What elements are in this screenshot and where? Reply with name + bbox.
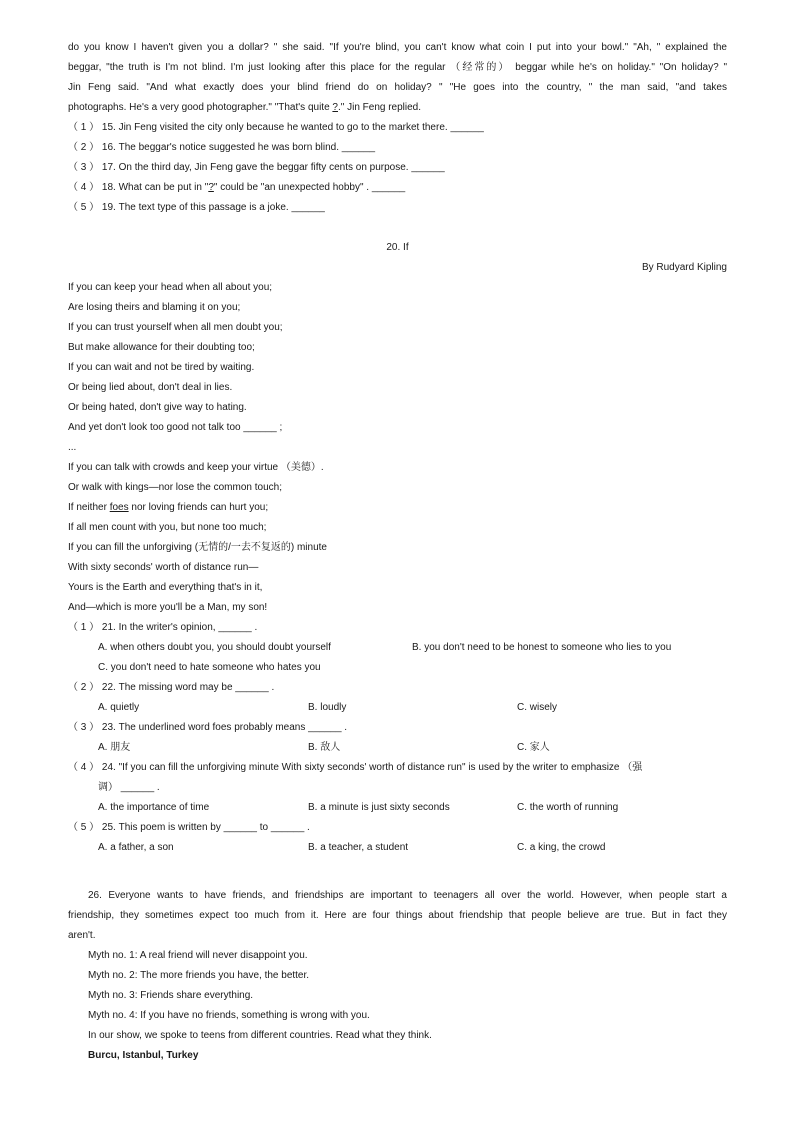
story-passage [68,38,727,118]
question-24-cont: 调） ______ . [98,782,160,793]
option-21-c[interactable]: C. you don't need to hate someone who hates you [98,662,321,673]
option-24-c[interactable]: C. the worth of running [517,802,619,813]
options-21 [68,638,727,658]
poem-line-foes: If neither foes nor loving friends can hurt you; [68,502,269,513]
question-15: （ 1 ） 15. Jin Feng visited the city only because he wanted to go to the market there. ______ [68,122,484,133]
question-19: （ 5 ） 19. The text type of this passage is a joke. ______ [68,202,325,213]
passage-line: aren't. [68,930,96,941]
story-line-last: photographs. He's a very good photographer." "That's quite ?." Jin Feng replied. [68,102,422,113]
option-23-b[interactable]: B. 敌人 [308,742,341,753]
question-24: （ 4 ） 24. "If you can fill the unforgiving minute With sixty seconds' worth of distance run" is used by the writer to emphasize （强 [68,762,643,773]
myth-3: Myth no. 3: Friends share everything. [88,990,254,1001]
option-21-b[interactable]: B. you don't need to be honest to someone who lies to you [412,642,672,653]
question-23: （ 3 ） 23. The underlined word foes probably means ______ . [68,722,348,733]
story-line: beggar, "the truth is I'm not blind. I'm just looking after this place for the regular （经常的） beggar while he's on holiday." "On holiday? " [68,62,727,73]
passage-26 [68,886,727,1066]
myth-4: Myth no. 4: If you have no friends, something is wrong with you. [88,1010,370,1021]
show-intro: In our show, we spoke to teens from different countries. Read what they think. [88,1030,432,1041]
option-25-a[interactable]: A. a father, a son [98,842,174,853]
options-24 [68,798,727,818]
poem-line: If you can talk with crowds and keep your virtue （美德）. [68,462,324,473]
poem-line: And yet don't look too good not talk too ______ ; [68,422,283,433]
options-23 [68,738,727,758]
options-25 [68,838,727,858]
option-23-c[interactable]: C. 家人 [517,742,550,753]
poem-line: Or being hated, don't give way to hating. [68,402,247,413]
question-18: （ 4 ） 18. What can be put in "?" could be "an unexpected hobby" . ______ [68,182,406,193]
poem-questions [68,618,727,858]
question-22: （ 2 ） 22. The missing word may be ______ . [68,682,275,693]
passage-line: 26. Everyone wants to have friends, and friendships are important to teenagers all over the world. However, when people start a [88,890,727,901]
poem-line: But make allowance for their doubting too; [68,342,255,353]
poem-line: If you can keep your head when all about you; [68,282,273,293]
poem-line: Or being lied about, don't deal in lies. [68,382,233,393]
question-17: （ 3 ） 17. On the third day, Jin Feng gave the beggar fifty cents on purpose. ______ [68,162,445,173]
option-24-a[interactable]: A. the importance of time [98,802,210,813]
poem-line: If all men count with you, but none too much; [68,522,267,533]
options-21-cont [68,658,727,678]
poem-line: Or walk with kings—nor lose the common touch; [68,482,282,493]
speaker-heading: Burcu, Istanbul, Turkey [88,1050,199,1061]
story-line: do you know I haven't given you a dollar? " she said. "If you're blind, you can't know what coin I put into your bowl." "Ah, " explained the [68,42,727,53]
underlined-word-foes: foes [109,502,129,513]
story-line: Jin Feng said. "And what exactly does your blind friend do on holiday? " "He goes into the country, " the man said, "and takes [68,82,727,93]
question-21: （ 1 ） 21. In the writer's opinion, ______ . [68,622,258,633]
poem-line: With sixty seconds' worth of distance run— [68,562,259,573]
options-22 [68,698,727,718]
option-25-b[interactable]: B. a teacher, a student [308,842,409,853]
poem-line: If you can trust yourself when all men doubt you; [68,322,283,333]
option-22-b[interactable]: B. loudly [308,702,347,713]
document-page [68,38,727,1066]
story-blank: ? [332,102,338,113]
poem-line: Yours is the Earth and everything that's in it, [68,582,263,593]
question-25: （ 5 ） 25. This poem is written by ______ to ______ . [68,822,310,833]
poem-title: 20. If [386,242,409,253]
poem-line: If you can wait and not be tired by waiting. [68,362,255,373]
option-22-a[interactable]: A. quietly [98,702,140,713]
option-22-c[interactable]: C. wisely [517,702,558,713]
myth-2: Myth no. 2: The more friends you have, the better. [88,970,310,981]
poem-line: And—which is more you'll be a Man, my son! [68,602,268,613]
option-24-b[interactable]: B. a minute is just sixty seconds [308,802,450,813]
question-16: （ 2 ） 16. The beggar's notice suggested he was born blind. ______ [68,142,376,153]
option-21-a[interactable]: A. when others doubt you, you should doubt yourself [98,642,331,653]
poem-line: If you can fill the unforgiving (无情的/一去不复返的) minute [68,542,327,553]
passage-line: friendship, they sometimes expect too much from it. Here are four things about friendship that people believe are true. But in fact they [68,910,727,921]
poem-line: Are losing theirs and blaming it on you; [68,302,241,313]
poem-line: ... [68,442,77,453]
poem-author: By Rudyard Kipling [641,262,727,273]
myth-1: Myth no. 1: A real friend will never disappoint you. [88,950,308,961]
option-23-a[interactable]: A. 朋友 [98,742,131,753]
option-25-c[interactable]: C. a king, the crowd [517,842,606,853]
judge-questions [68,118,727,218]
poem-body [68,278,727,618]
